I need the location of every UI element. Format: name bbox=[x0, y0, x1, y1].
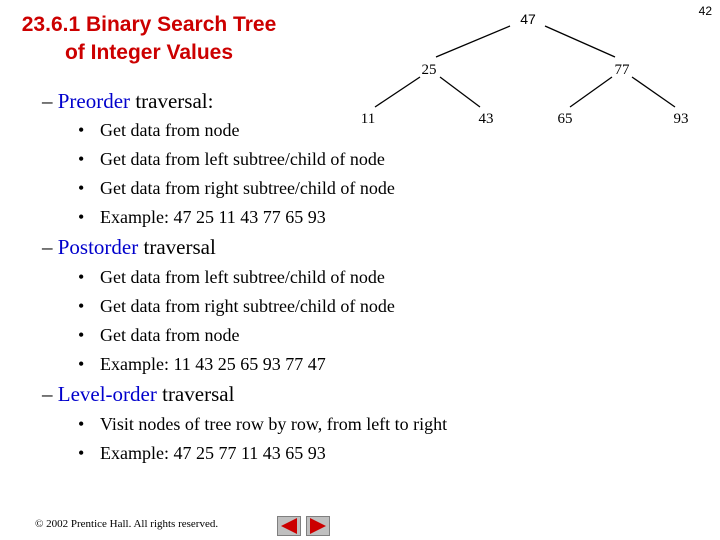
right-arrow-icon bbox=[307, 517, 329, 535]
edge-47-77 bbox=[545, 26, 615, 57]
list-item: • Get data from node bbox=[78, 325, 240, 345]
list-item: • Get data from left subtree/child of node bbox=[78, 149, 385, 169]
list-item: • Get data from right subtree/child of node bbox=[78, 178, 395, 198]
dash: – bbox=[42, 382, 53, 406]
term-preorder: Preorder bbox=[57, 89, 131, 113]
edge-77-65 bbox=[570, 77, 612, 107]
heading-rest: traversal bbox=[156, 382, 235, 406]
edge-77-93 bbox=[632, 77, 675, 107]
previous-slide-button[interactable] bbox=[277, 516, 301, 536]
term-postorder: Postorder bbox=[57, 235, 139, 259]
edge-25-11 bbox=[375, 77, 420, 107]
tree-node: 77 bbox=[614, 62, 630, 78]
list-item: • Example: 47 25 11 43 77 65 93 bbox=[78, 207, 326, 227]
tree-node: 11 bbox=[360, 111, 376, 127]
left-arrow-icon bbox=[278, 517, 300, 535]
heading-rest: traversal bbox=[138, 235, 216, 259]
list-item: • Get data from left subtree/child of node bbox=[78, 267, 385, 287]
section-heading-postorder bbox=[42, 235, 216, 260]
list-item: • Get data from right subtree/child of node bbox=[78, 296, 395, 316]
section-heading-level-order bbox=[42, 382, 234, 407]
term-level-order: Level-order bbox=[57, 382, 157, 406]
tree-node: 25 bbox=[421, 62, 437, 78]
list-item: • Visit nodes of tree row by row, from left to right bbox=[78, 414, 448, 434]
list-item: • Example: 47 25 77 11 43 65 93 bbox=[78, 443, 326, 463]
list-item: • Example: 11 43 25 65 93 77 47 bbox=[78, 354, 326, 374]
tree-node: 65 bbox=[557, 111, 573, 127]
tree-node-root: 47 bbox=[520, 11, 536, 27]
page-number: 42 bbox=[698, 4, 712, 18]
list-item: • Get data from node bbox=[78, 120, 240, 140]
next-slide-button[interactable] bbox=[306, 516, 330, 536]
tree-node: 43 bbox=[478, 111, 494, 127]
copyright-footer: © 2002 Prentice Hall. All rights reserved. bbox=[35, 518, 219, 530]
heading-rest: traversal: bbox=[130, 89, 214, 113]
edge-25-43 bbox=[440, 77, 480, 107]
slide-title: 23.6.1 Binary Search Tree of Integer Values bbox=[21, 13, 277, 64]
dash: – bbox=[42, 89, 53, 113]
edge-47-25 bbox=[436, 26, 510, 57]
section-heading-preorder bbox=[42, 89, 213, 114]
tree-node: 93 bbox=[673, 111, 689, 127]
dash: – bbox=[42, 235, 53, 259]
